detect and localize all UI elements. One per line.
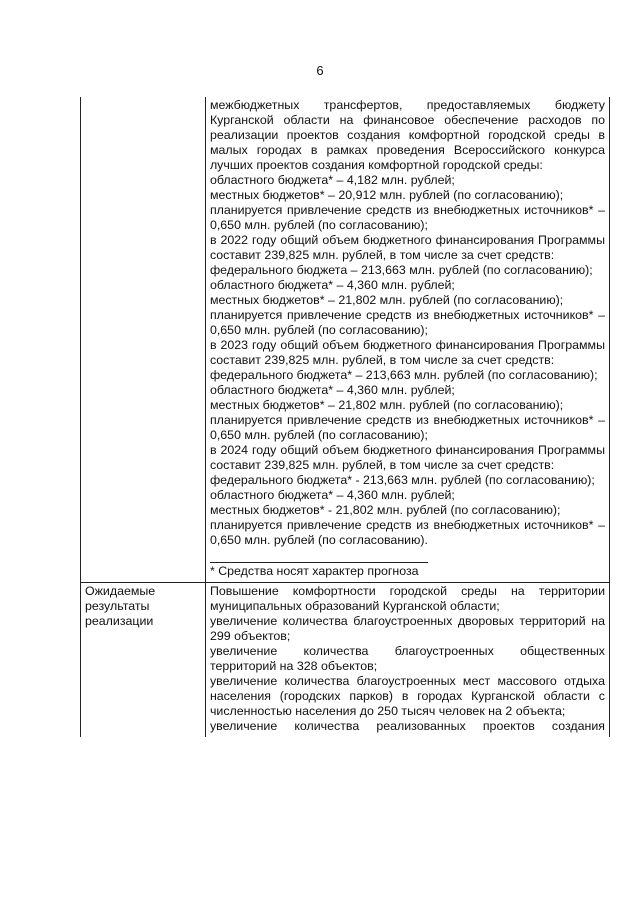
content-paragraph: Повышение комфортности городской среды на территории муниципальных образований Курганской области; xyxy=(209,584,605,613)
content-paragraph: областного бюджета* – 4,360 млн. рублей; xyxy=(209,278,455,292)
content-paragraph: увеличение количества благоустроенных дворовых территорий на 299 объектов; xyxy=(209,614,605,643)
row-label-line: реализации xyxy=(85,614,154,628)
footnote-text: * Средства носят характер прогноза xyxy=(209,564,419,578)
table-row xyxy=(81,583,610,738)
row-content-cell xyxy=(205,583,609,738)
content-paragraph: областного бюджета* – 4,182 млн. рублей; xyxy=(209,173,455,187)
content-paragraph: увеличение количества реализованных проектов создания xyxy=(209,719,605,733)
content-paragraph: федерального бюджета – 213,663 млн. рублей (по согласованию); xyxy=(209,263,593,277)
row-content-cell xyxy=(205,97,609,583)
content-paragraph: планируется привлечение средств из внебюджетных источников* – 0,650 млн. рублей (по согласованию); xyxy=(209,413,605,442)
row-label-cell xyxy=(81,97,206,583)
row-label-line: Ожидаемые xyxy=(85,584,156,598)
page-number: 6 xyxy=(316,63,324,78)
content-paragraph: местных бюджетов* - 21,802 млн. рублей (по согласованию); xyxy=(209,503,561,517)
content-paragraph: планируется привлечение средств из внебюджетных источников* – 0,650 млн. рублей (по согласованию); xyxy=(209,203,605,232)
content-paragraph: межбюджетных трансфертов, предоставляемых бюджету Курганской области на финансовое обеспечение расходов по реализации проектов создания комфортной городской среды в малых городах в рамках проведения Всероссийского конкурса лучших проектов создания комфортной городской среды: xyxy=(209,98,605,172)
content-paragraph: федерального бюджета* - 213,663 млн. рублей (по согласованию); xyxy=(209,473,595,487)
content-paragraph: в 2024 году общий объем бюджетного финансирования Программы составит 239,825 млн. рублей, в том числе за счет средств: xyxy=(209,443,605,472)
content-paragraph: в 2023 году общий объем бюджетного финансирования Программы составит 239,825 млн. рублей, в том числе за счет средств: xyxy=(209,338,605,367)
content-paragraph: федерального бюджета* – 213,663 млн. рублей (по согласованию); xyxy=(209,368,598,382)
content-paragraph: областного бюджета* – 4,360 млн. рублей; xyxy=(209,383,455,397)
content-paragraph: местных бюджетов* – 21,802 млн. рублей (по согласованию); xyxy=(209,293,564,307)
row-label-cell xyxy=(81,583,206,738)
content-paragraph: увеличение количества благоустроенных мест массового отдыха населения (городских парков) в городах Курганской области с численностью населения до 250 тысяч человек на 2 объекта; xyxy=(209,674,605,718)
content-paragraph: планируется привлечение средств из внебюджетных источников* – 0,650 млн. рублей (по согласованию). xyxy=(209,518,605,547)
content-paragraph: местных бюджетов* – 21,802 млн. рублей (по согласованию); xyxy=(209,398,564,412)
content-paragraph: увеличение количества благоустроенных общественных территорий на 328 объектов; xyxy=(209,644,605,673)
row-label-line: результаты xyxy=(85,599,150,613)
content-paragraph: областного бюджета* – 4,360 млн. рублей; xyxy=(209,488,455,502)
program-passport-table xyxy=(80,97,610,737)
content-paragraph: в 2022 году общий объем бюджетного финансирования Программы составит 239,825 млн. рублей, в том числе за счет средств: xyxy=(209,233,605,262)
footnote-block xyxy=(210,548,605,579)
content-paragraph: местных бюджетов* – 20,912 млн. рублей (по согласованию); xyxy=(209,188,564,202)
content-paragraph: планируется привлечение средств из внебюджетных источников* – 0,650 млн. рублей (по согласованию); xyxy=(209,308,605,337)
table-row xyxy=(81,97,610,583)
